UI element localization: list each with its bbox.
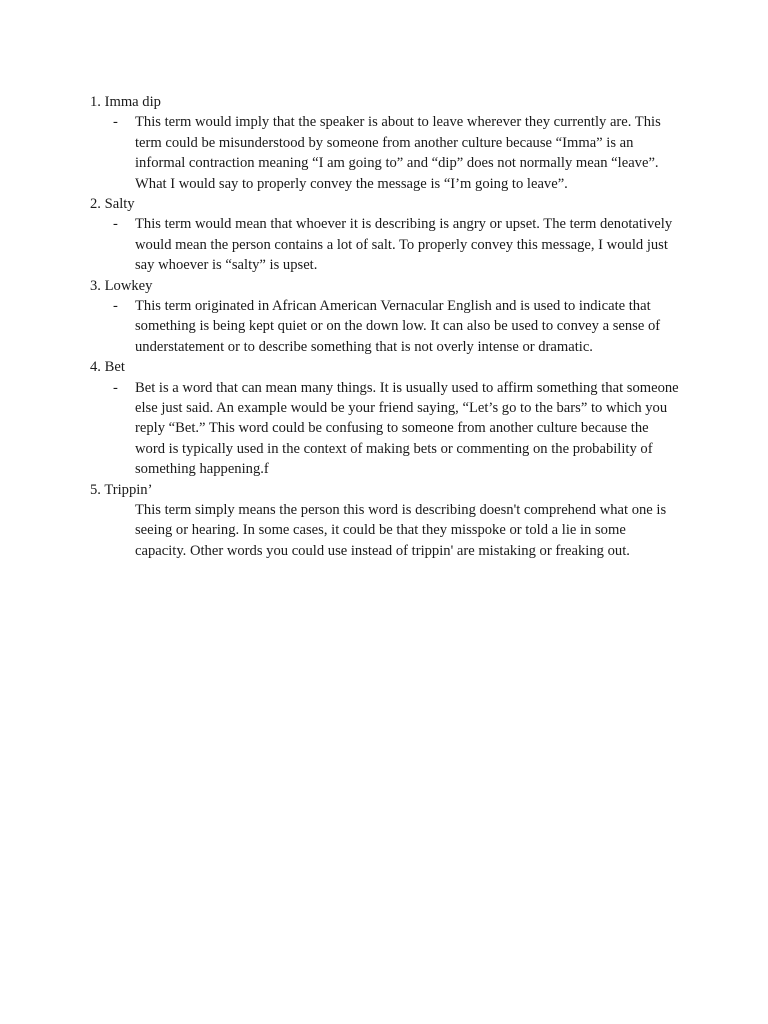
term-definition (90, 378, 680, 480)
list-item-term (90, 276, 690, 296)
list-item-term (90, 480, 690, 500)
definition-text: Bet is a word that can mean many things. It is usually used to affirm something that someone else just said. An example would be your friend saying, “Let’s go to the bars” to which you reply “Bet.” This word could be confusing to someone from another culture because the word is typically used in the context of making bets or commenting on the probability of something happening.f (135, 379, 679, 478)
slang-term-list (90, 92, 690, 561)
dash-bullet: - (113, 379, 118, 396)
term-title: Salty (104, 196, 135, 213)
list-item-term (90, 194, 690, 214)
term-definition (90, 112, 680, 194)
dash-bullet: - (113, 114, 118, 131)
definition-text: This term would mean that whoever it is describing is angry or upset. The term denotatively would mean the person contains a lot of salt. To properly convey this message, I would just say whoever is “salty” is upset. (135, 216, 673, 274)
term-definition (90, 500, 680, 561)
definition-text: This term would imply that the speaker is about to leave wherever they currently are. This term could be misunderstood by someone from another culture because “Imma” is an informal contraction meaning “I am going to” and “dip” does not normally mean “leave”. What I would say to properly convey the message is “I’m going to leave”. (135, 114, 661, 192)
definition-text: This term originated in African American Vernacular English and is used to indicate that something is being kept quiet or on the down low. It can also be used to convey a sense of understatement or to describe something that is not overly intense or dramatic. (135, 298, 661, 355)
term-title: Trippin’ (104, 481, 153, 498)
list-item-term (90, 357, 690, 377)
term-title: Lowkey (104, 277, 153, 294)
term-title: Imma dip (104, 94, 161, 110)
list-item-term (90, 92, 690, 112)
term-number: 2. (90, 196, 101, 213)
dash-bullet: - (113, 298, 118, 315)
term-number: 5. (90, 481, 101, 498)
term-definition (90, 296, 680, 357)
term-number: 1. (90, 94, 101, 110)
term-definition (90, 214, 680, 275)
dash-bullet: - (113, 216, 118, 233)
term-number: 3. (90, 277, 101, 294)
term-title: Bet (104, 359, 125, 376)
definition-text: This term simply means the person this word is describing doesn't comprehend what one is seeing or hearing. In some cases, it could be that they misspoke or told a lie in some capacity. Other words you could use instead of trippin' are mistaking or freaking out. (135, 502, 667, 559)
term-number: 4. (90, 359, 101, 376)
